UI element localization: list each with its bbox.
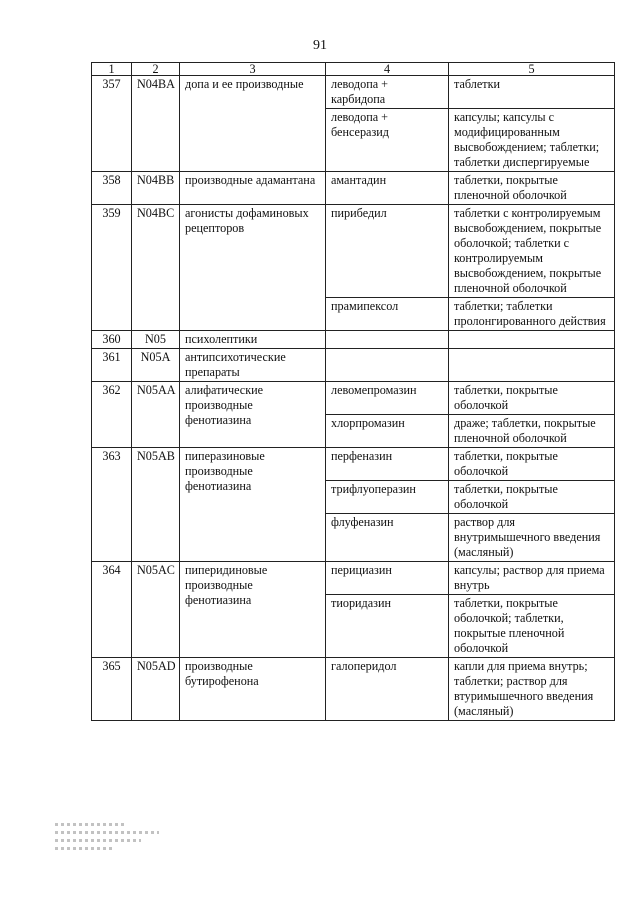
cell-num: 363: [92, 448, 132, 562]
table-row: [92, 382, 615, 415]
table-row: [92, 172, 615, 205]
cell-drug: трифлуоперазин: [326, 481, 449, 514]
cell-code: N04BC: [132, 205, 180, 331]
cell-group: алифатические производные фенотиазина: [180, 382, 326, 448]
cell-group: антипсихотические препараты: [180, 349, 326, 382]
cell-drug: хлорпромазин: [326, 415, 449, 448]
cell-form: капсулы; капсулы с модифицированным высвобождением; таблетки; таблетки диспергируемые: [449, 109, 615, 172]
cell-form: таблетки с контролируемым высвобождением, покрытые оболочкой; таблетки с контролируемым высвобождением, покрытые пленочной оболочкой: [449, 205, 615, 298]
cell-form: таблетки, покрытые оболочкой: [449, 382, 615, 415]
table-row: [92, 448, 615, 481]
cell-code: N05AD: [132, 658, 180, 721]
cell-num: 365: [92, 658, 132, 721]
cell-drug: прамипексол: [326, 298, 449, 331]
cell-num: 360: [92, 331, 132, 349]
cell-form: таблетки, покрытые пленочной оболочкой: [449, 172, 615, 205]
column-header: 3: [180, 63, 326, 76]
cell-group: агонисты дофаминовых рецепторов: [180, 205, 326, 331]
cell-form: таблетки, покрытые оболочкой; таблетки, покрытые пленочной оболочкой: [449, 595, 615, 658]
table-row: [92, 349, 615, 382]
medication-table: [91, 62, 615, 721]
cell-form: таблетки; таблетки пролонгированного действия: [449, 298, 615, 331]
cell-group: допа и ее производные: [180, 76, 326, 172]
cell-drug: перфеназин: [326, 448, 449, 481]
cell-drug: флуфеназин: [326, 514, 449, 562]
cell-drug: тиоридазин: [326, 595, 449, 658]
faint-stamp: [55, 823, 170, 868]
cell-form: [449, 349, 615, 382]
cell-group: производные бутирофенона: [180, 658, 326, 721]
table-row: [92, 76, 615, 109]
cell-form: таблетки: [449, 76, 615, 109]
cell-form: раствор для внутримышечного введения (масляный): [449, 514, 615, 562]
cell-code: N04BA: [132, 76, 180, 172]
cell-num: 364: [92, 562, 132, 658]
table-row: [92, 562, 615, 595]
page-number: 91: [313, 38, 327, 53]
cell-num: 362: [92, 382, 132, 448]
table-row: [92, 331, 615, 349]
cell-form: драже; таблетки, покрытые пленочной оболочкой: [449, 415, 615, 448]
cell-code: N04BB: [132, 172, 180, 205]
cell-form: таблетки, покрытые оболочкой: [449, 448, 615, 481]
cell-code: N05AC: [132, 562, 180, 658]
cell-group: пиперазиновые производные фенотиазина: [180, 448, 326, 562]
cell-drug: галоперидол: [326, 658, 449, 721]
column-header: 2: [132, 63, 180, 76]
cell-form: таблетки, покрытые оболочкой: [449, 481, 615, 514]
cell-drug: перициазин: [326, 562, 449, 595]
cell-code: N05AA: [132, 382, 180, 448]
cell-group: психолептики: [180, 331, 326, 349]
cell-drug: амантадин: [326, 172, 449, 205]
column-header: 4: [326, 63, 449, 76]
cell-drug: левомепромазин: [326, 382, 449, 415]
cell-drug: леводопа + бенсеразид: [326, 109, 449, 172]
cell-code: N05A: [132, 349, 180, 382]
table-row: [92, 205, 615, 298]
cell-form: капсулы; раствор для приема внутрь: [449, 562, 615, 595]
cell-num: 358: [92, 172, 132, 205]
column-header: 1: [92, 63, 132, 76]
cell-num: 361: [92, 349, 132, 382]
cell-drug: [326, 331, 449, 349]
cell-group: пиперидиновые производные фенотиазина: [180, 562, 326, 658]
table-header-row: [92, 63, 615, 76]
cell-drug: леводопа + карбидопа: [326, 76, 449, 109]
column-header: 5: [449, 63, 615, 76]
cell-num: 359: [92, 205, 132, 331]
cell-form: капли для приема внутрь; таблетки; раствор для втуримышечного введения (масляный): [449, 658, 615, 721]
table-row: [92, 658, 615, 721]
cell-num: 357: [92, 76, 132, 172]
cell-drug: [326, 349, 449, 382]
cell-code: N05AB: [132, 448, 180, 562]
cell-drug: пирибедил: [326, 205, 449, 298]
cell-code: N05: [132, 331, 180, 349]
cell-group: производные адамантана: [180, 172, 326, 205]
cell-form: [449, 331, 615, 349]
